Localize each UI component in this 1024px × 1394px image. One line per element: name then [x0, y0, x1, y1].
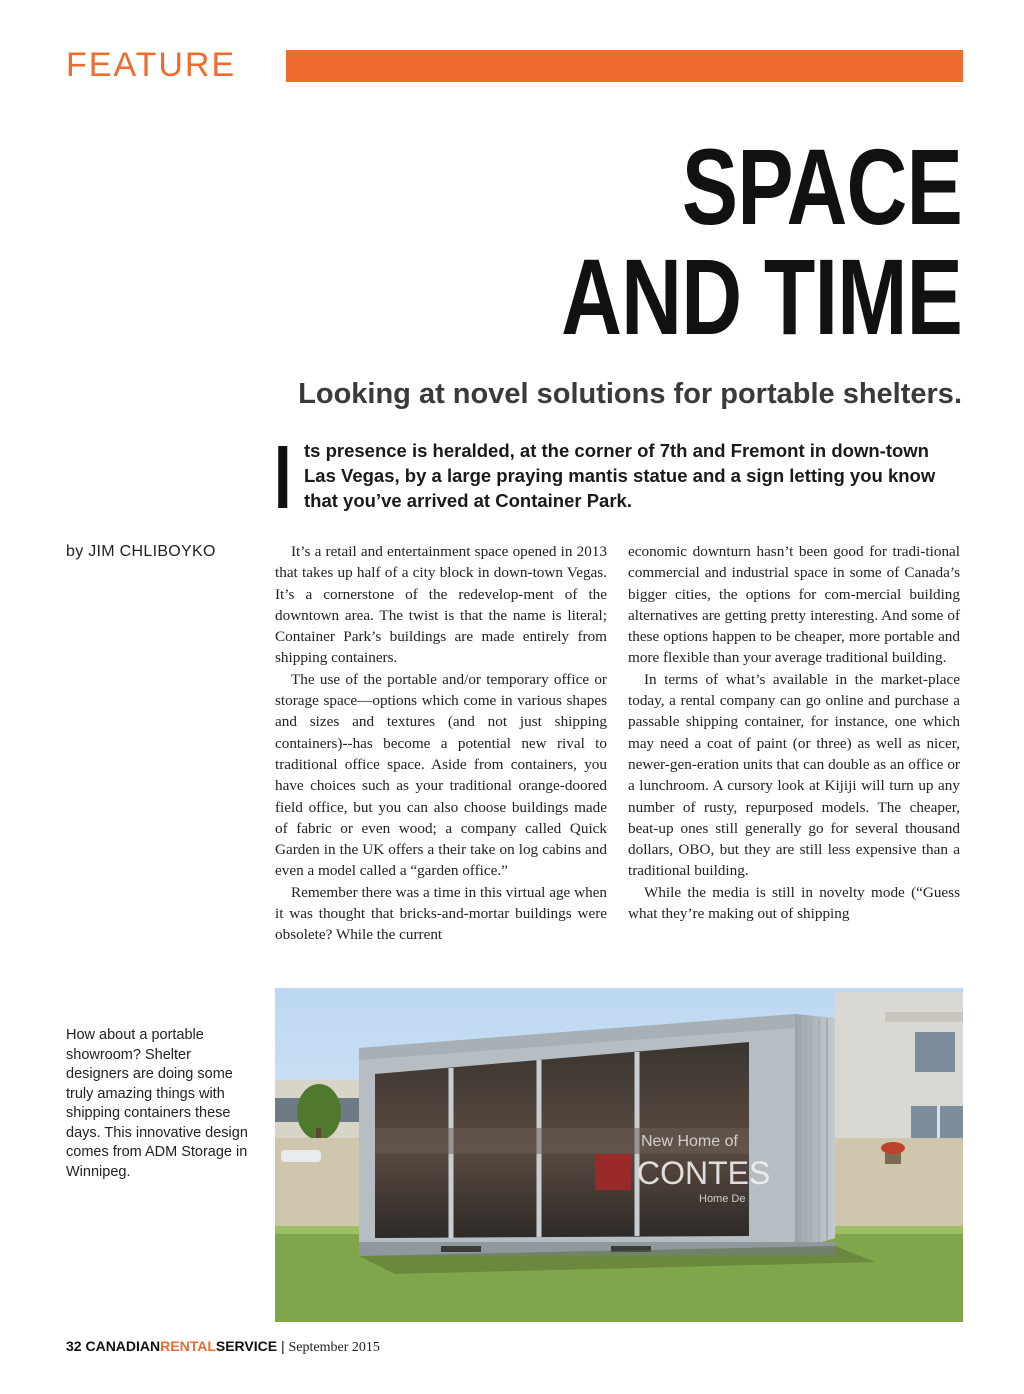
page-footer	[66, 1338, 380, 1356]
brand-part-2: RENTAL	[160, 1338, 216, 1354]
window-sign-line-3: Home De	[699, 1193, 746, 1205]
article-lede	[274, 428, 964, 528]
brand-part-1: CANADIAN	[85, 1338, 161, 1354]
section-accent-bar	[286, 50, 963, 82]
byline: by JIM CHLIBOYKO	[66, 543, 216, 560]
window-sign-line-2: CONTES	[637, 1155, 771, 1191]
lede-text: ts presence is heralded, at the corner of 7th and Fremont in down-town Las Vegas, by a large praying mantis statue and a sign letting you know that you’ve arrived at Container Park.	[304, 440, 936, 511]
body-paragraph: economic downturn hasn’t been good for tradi-tional commercial and industrial space in some of Canada’s bigger cities, the options for com-mercial building alternatives are getting pretty interesting. And some of these options happen to be cheaper, more portable and more flexible than your average traditional building.	[628, 543, 960, 667]
body-paragraph: In terms of what’s available in the market-place today, a rental company can go online and purchase a passable shipping container, for instance, one which may need a coat of paint (or three) as well as nicer, newer-gen-eration units that can double as an office or a lunchroom. A cursory look at Kijiji will turn up any number of rusty, repurposed models. The cheaper, beat-up ones still generally go for several thousand dollars, OBO, but they are still less expensive than a traditional building.	[628, 670, 960, 880]
footer-separator: |	[280, 1338, 285, 1354]
body-paragraph: It’s a retail and entertainment space opened in 2013 that takes up half of a city block in down-town Vegas. It’s a cornerstone of the redevelop-ment of the downtown area. The twist is that the name is literal; Container Park’s buildings are made entirely from shipping containers.	[275, 543, 607, 667]
headline-line-1: SPACE	[681, 126, 962, 247]
body-column-2	[628, 541, 960, 924]
shipping-container-photo	[275, 988, 963, 1322]
body-paragraph: The use of the portable and/or temporary office or storage space—options which come in various shapes and sizes and textures (and not just shipping containers)--has become a potential new rival to traditional office space. Aside from containers, you have choices such as your traditional orange-doored field office, but you can also choose buildings made of fabric or even wood; a company called Quick Garden in the UK offers a their take on log cabins and even a model called a “garden office.”	[275, 670, 607, 880]
section-header	[66, 46, 963, 86]
article-deck: Looking at novel solutions for portable shelters.	[298, 378, 962, 410]
photo-caption: How about a portable showroom? Shelter designers are doing some truly amazing things with shipping containers these days. This innovative design comes from ADM Storage in Winnipeg.	[66, 1027, 248, 1180]
page-number: 32	[66, 1338, 82, 1354]
issue-date: September 2015	[288, 1340, 380, 1355]
container-showroom-illustration	[275, 988, 963, 1322]
drop-cap: I	[274, 428, 292, 528]
body-column-1	[275, 541, 607, 946]
section-label: FEATURE	[66, 46, 237, 84]
window-sign-line-1: New Home of	[641, 1133, 738, 1150]
brand-part-3: SERVICE	[215, 1338, 278, 1354]
body-paragraph: While the media is still in novelty mode (“Guess what they’re making out of shipping	[628, 883, 960, 923]
article-headline	[416, 126, 962, 357]
body-paragraph: Remember there was a time in this virtual age when it was thought that bricks-and-mortar buildings were obsolete? While the current	[275, 883, 607, 944]
headline-line-2: AND TIME	[561, 236, 962, 357]
